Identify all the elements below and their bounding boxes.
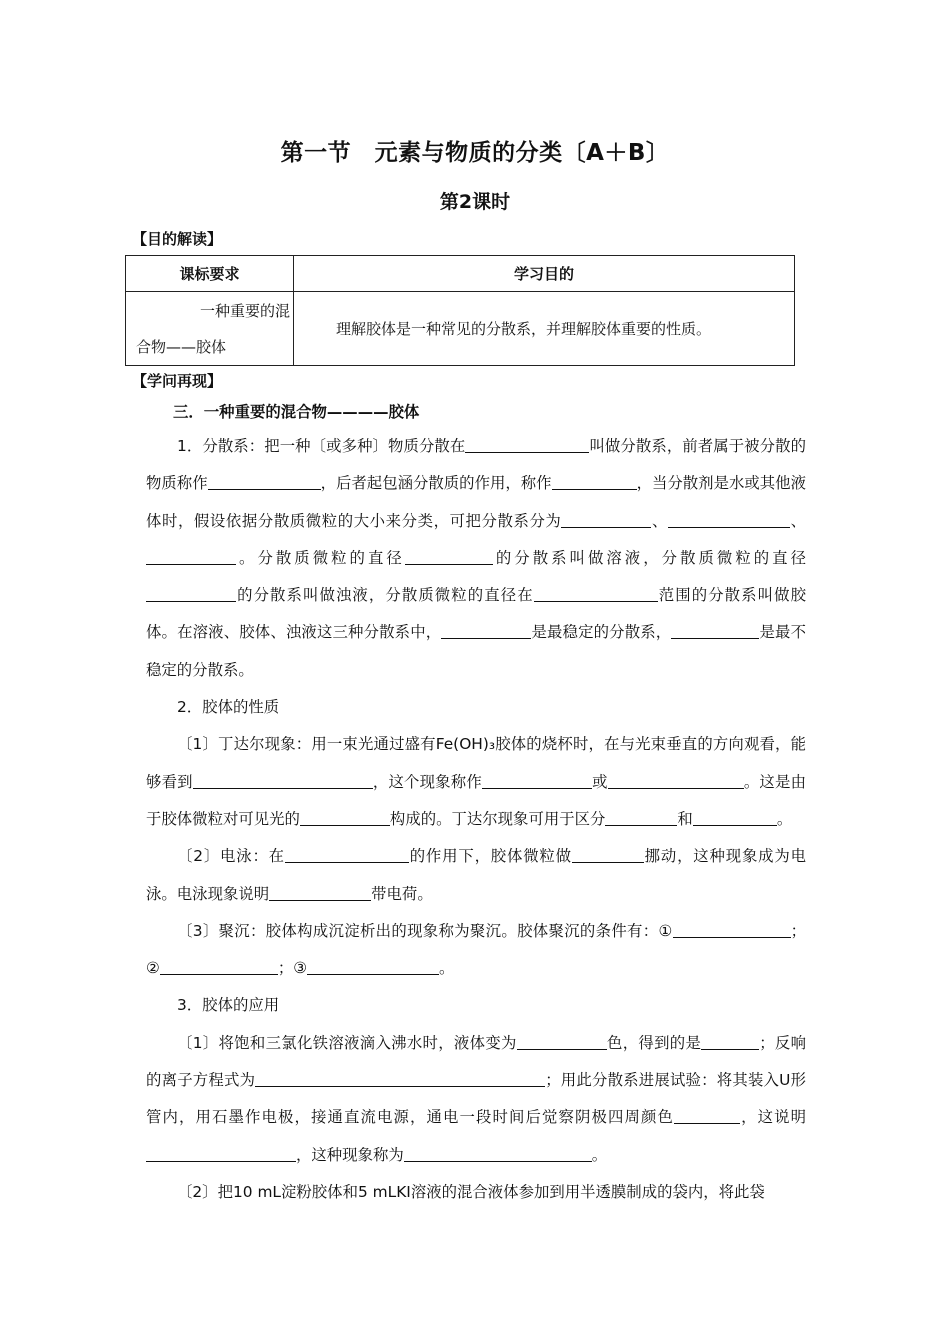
blank[interactable]: [552, 473, 637, 490]
blank[interactable]: [674, 1107, 740, 1124]
paragraph-colloid-applications-heading: 3．胶体的应用: [177, 996, 280, 1015]
section-goal-heading: 【目的解读】: [132, 230, 223, 248]
blank[interactable]: [561, 511, 651, 528]
blank[interactable]: [693, 809, 777, 826]
table-cell-standard: [126, 292, 294, 366]
blank[interactable]: [482, 772, 592, 789]
paragraph-coagulation: 〔3〕聚沉：胶体构成沉淀析出的现象称为聚沉。胶体聚沉的条件有：① ；② ；③ 。: [146, 921, 806, 978]
blank[interactable]: [534, 585, 658, 602]
blank[interactable]: [605, 809, 677, 826]
body-text: [146, 396, 806, 1211]
paragraph-colloid-properties-heading: 2．胶体的性质: [177, 698, 280, 717]
blank[interactable]: [307, 958, 439, 975]
section-review-heading: 【学问再现】: [132, 372, 223, 390]
paragraph-starch-colloid: 〔2〕把10 mL淀粉胶体和5 mLKI溶液的混合液体参加到用半透膜制成的袋内，将此袋: [177, 1182, 765, 1201]
blank[interactable]: [405, 548, 493, 565]
blank[interactable]: [160, 958, 278, 975]
page-subtitle: 第2课时: [439, 191, 511, 213]
paragraph-ferric-chloride: 〔1〕将饱和三氯化铁溶液滴入沸水时，液体变为 色，得到的是 ；反响的离子方程式为 ；用此分散系进展试验：将其装入U形管内，用石墨作电极，接通直流电源，通电一段时间后觉察阴极四周颜色 ，这说明，这种现象称为 。: [146, 1033, 806, 1164]
blank[interactable]: [285, 846, 409, 863]
blank[interactable]: [465, 436, 589, 453]
objective-table: [125, 255, 795, 366]
blank[interactable]: [193, 772, 373, 789]
content-heading: 三．一种重要的混合物————胶体: [173, 403, 420, 421]
blank[interactable]: [608, 772, 744, 789]
blank[interactable]: [441, 622, 531, 639]
blank[interactable]: [255, 1070, 545, 1087]
table-cell-goal: 理解胶体是一种常见的分散系，并理解胶体重要的性质。: [294, 292, 795, 366]
blank[interactable]: [404, 1145, 592, 1162]
blank[interactable]: [146, 585, 236, 602]
blank[interactable]: [673, 921, 791, 938]
table-header-standard: 课标要求: [126, 256, 294, 292]
paragraph-tyndall: 〔1〕丁达尔现象：用一束光通过盛有Fe(OH)₃胶体的烧杯时，在与光束垂直的方向观看，能够看到 ，这个现象称作 或 。这是由于胶体微粒对可见光的 构成的。丁达尔现象可用于区分 和 。: [146, 735, 806, 828]
blank[interactable]: [300, 809, 390, 826]
blank[interactable]: [668, 511, 790, 528]
table-header-goal: 学习目的: [294, 256, 795, 292]
blank[interactable]: [517, 1033, 607, 1050]
paragraph-electrophoresis: 〔2〕电泳：在 的作用下，胶体微粒做 挪动，这种现象成为电泳。电泳现象说明 带电荷。: [146, 847, 806, 903]
standard-line-2: 合物——胶体: [136, 337, 227, 356]
paragraph-dispersion-system: 1．分散系：把一种〔或多种〕物质分散在 叫做分散系，前者属于被分散的物质称作 ，后者起包涵分散质的作用，称作 ，当分散剂是水或其他液体时，假设依据分散质微粒的大小来分类，可把分散系分为 、 、。分散质微粒的直径 的分散系叫做溶液，分散质微粒的直径的分散系叫做浊液，分散质微粒的直径在 范围的分散系叫做胶体。在溶液、胶体、浊液这三种分散系中， 是最稳定的分散系， 是最不稳定的分散系。: [146, 437, 806, 679]
blank[interactable]: [671, 622, 759, 639]
blank[interactable]: [146, 1145, 296, 1162]
blank[interactable]: [572, 846, 644, 863]
blank[interactable]: [269, 884, 371, 901]
blank[interactable]: [701, 1033, 759, 1050]
blank[interactable]: [146, 548, 236, 565]
page-title: 第一节 元素与物质的分类〔A＋B〕: [280, 140, 670, 166]
blank[interactable]: [208, 473, 321, 490]
standard-line-1: 一种重要的混: [200, 301, 291, 320]
